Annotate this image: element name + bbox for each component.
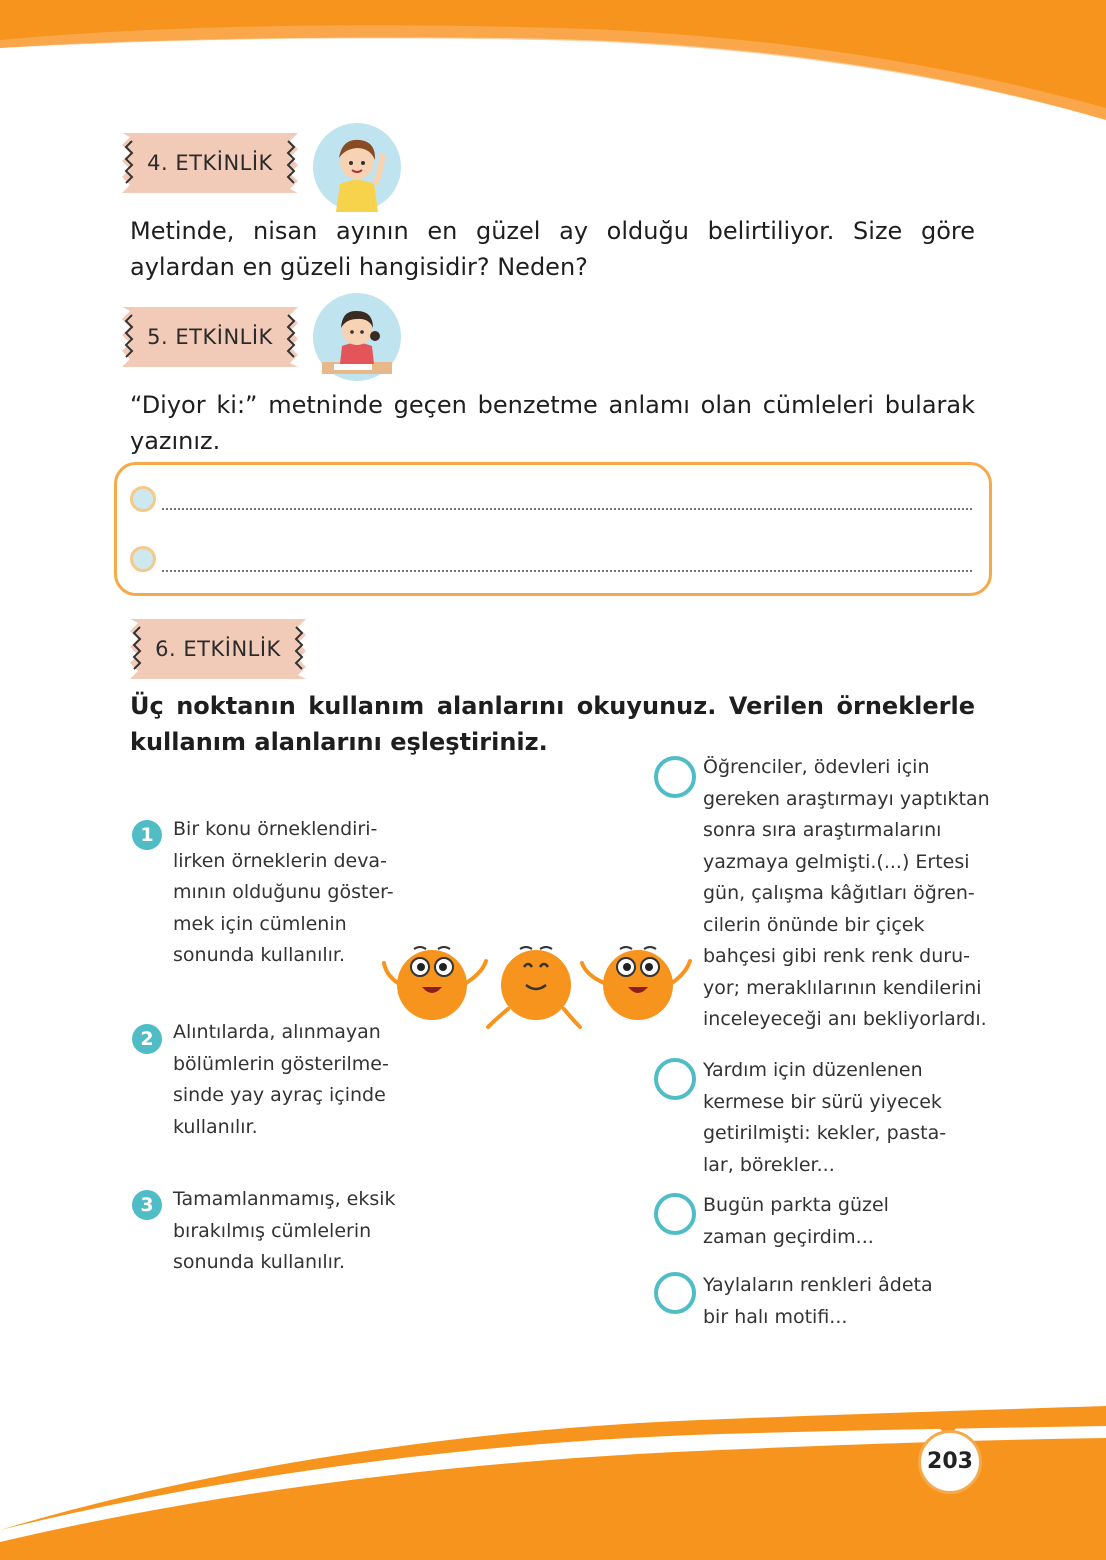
use-text-1: Bir konu örneklendiri- lirken örneklerin deva- mının olduğunu göster- mek için cümlenin sonunda kullanılır. [173,818,394,966]
match-circle-2[interactable] [654,1058,696,1100]
example-text-1: Öğrenciler, ödevleri için gereken araştırmayı yaptıktan sonra sıra araştırmalarını yazmaya gelmişti.(...) Ertesi gün, çalışma kâğıtları öğren- cilerin önünde bir çiçek bahçesi gibi renk renk duru- yor; meraklılarının kendilerini inceleyeceği anı bekliyorlardı. [703,756,990,1030]
three-dots-characters-icon [376,935,700,1035]
use-number-1: 1 [132,820,162,850]
answer-line-2[interactable] [162,570,972,572]
activity4-label: 4. ETKİNLİK [147,151,273,175]
answer-bullet-icon [130,546,156,572]
example-text-3: Bugün parkta güzel zaman geçirdim... [703,1194,889,1248]
match-circle-1[interactable] [654,756,696,798]
activity5-badge [118,305,302,369]
activity5-question: “Diyor ki:” metninde geçen benzetme anlamı olan cümleleri bularak yazınız. [130,391,975,455]
use-number-2: 2 [132,1024,162,1054]
boy-waving-icon [312,122,402,212]
example-text-4: Yaylaların renkleri âdeta bir halı motifi... [703,1274,933,1328]
top-wave-decoration [0,0,1106,120]
activity4-question: Metinde, nisan ayının en güzel ay olduğu belirtiliyor. Size göre aylardan en güzeli hangisidir? Neden? [130,217,975,281]
match-circle-3[interactable] [654,1193,696,1235]
use-number-3: 3 [132,1190,162,1220]
answer-bullet-icon [130,486,156,512]
answer-line-1[interactable] [162,508,972,510]
activity6-question: Üç noktanın kullanım alanlarını okuyunuz. Verilen örneklerle kullanım alanlarını eşleştiriniz. [130,692,975,756]
use-text-3: Tamamlanmamış, eksik bırakılmış cümlelerin sonunda kullanılır. [173,1188,396,1273]
girl-writing-icon [312,292,402,382]
answer-box [114,462,992,596]
use-text-2: Alıntılarda, alınmayan bölümlerin gösterilme- sinde yay ayraç içinde kullanılır. [173,1021,389,1138]
activity4-badge [118,131,302,195]
activity6-label: 6. ETKİNLİK [155,637,281,661]
activity5-label: 5. ETKİNLİK [147,325,273,349]
match-circle-4[interactable] [654,1272,696,1314]
activity6-badge [126,617,310,681]
page-number: 203 [918,1430,982,1494]
example-text-2: Yardım için düzenlenen kermese bir sürü yiyecek getirilmişti: kekler, pasta- lar, börekler... [703,1059,947,1176]
